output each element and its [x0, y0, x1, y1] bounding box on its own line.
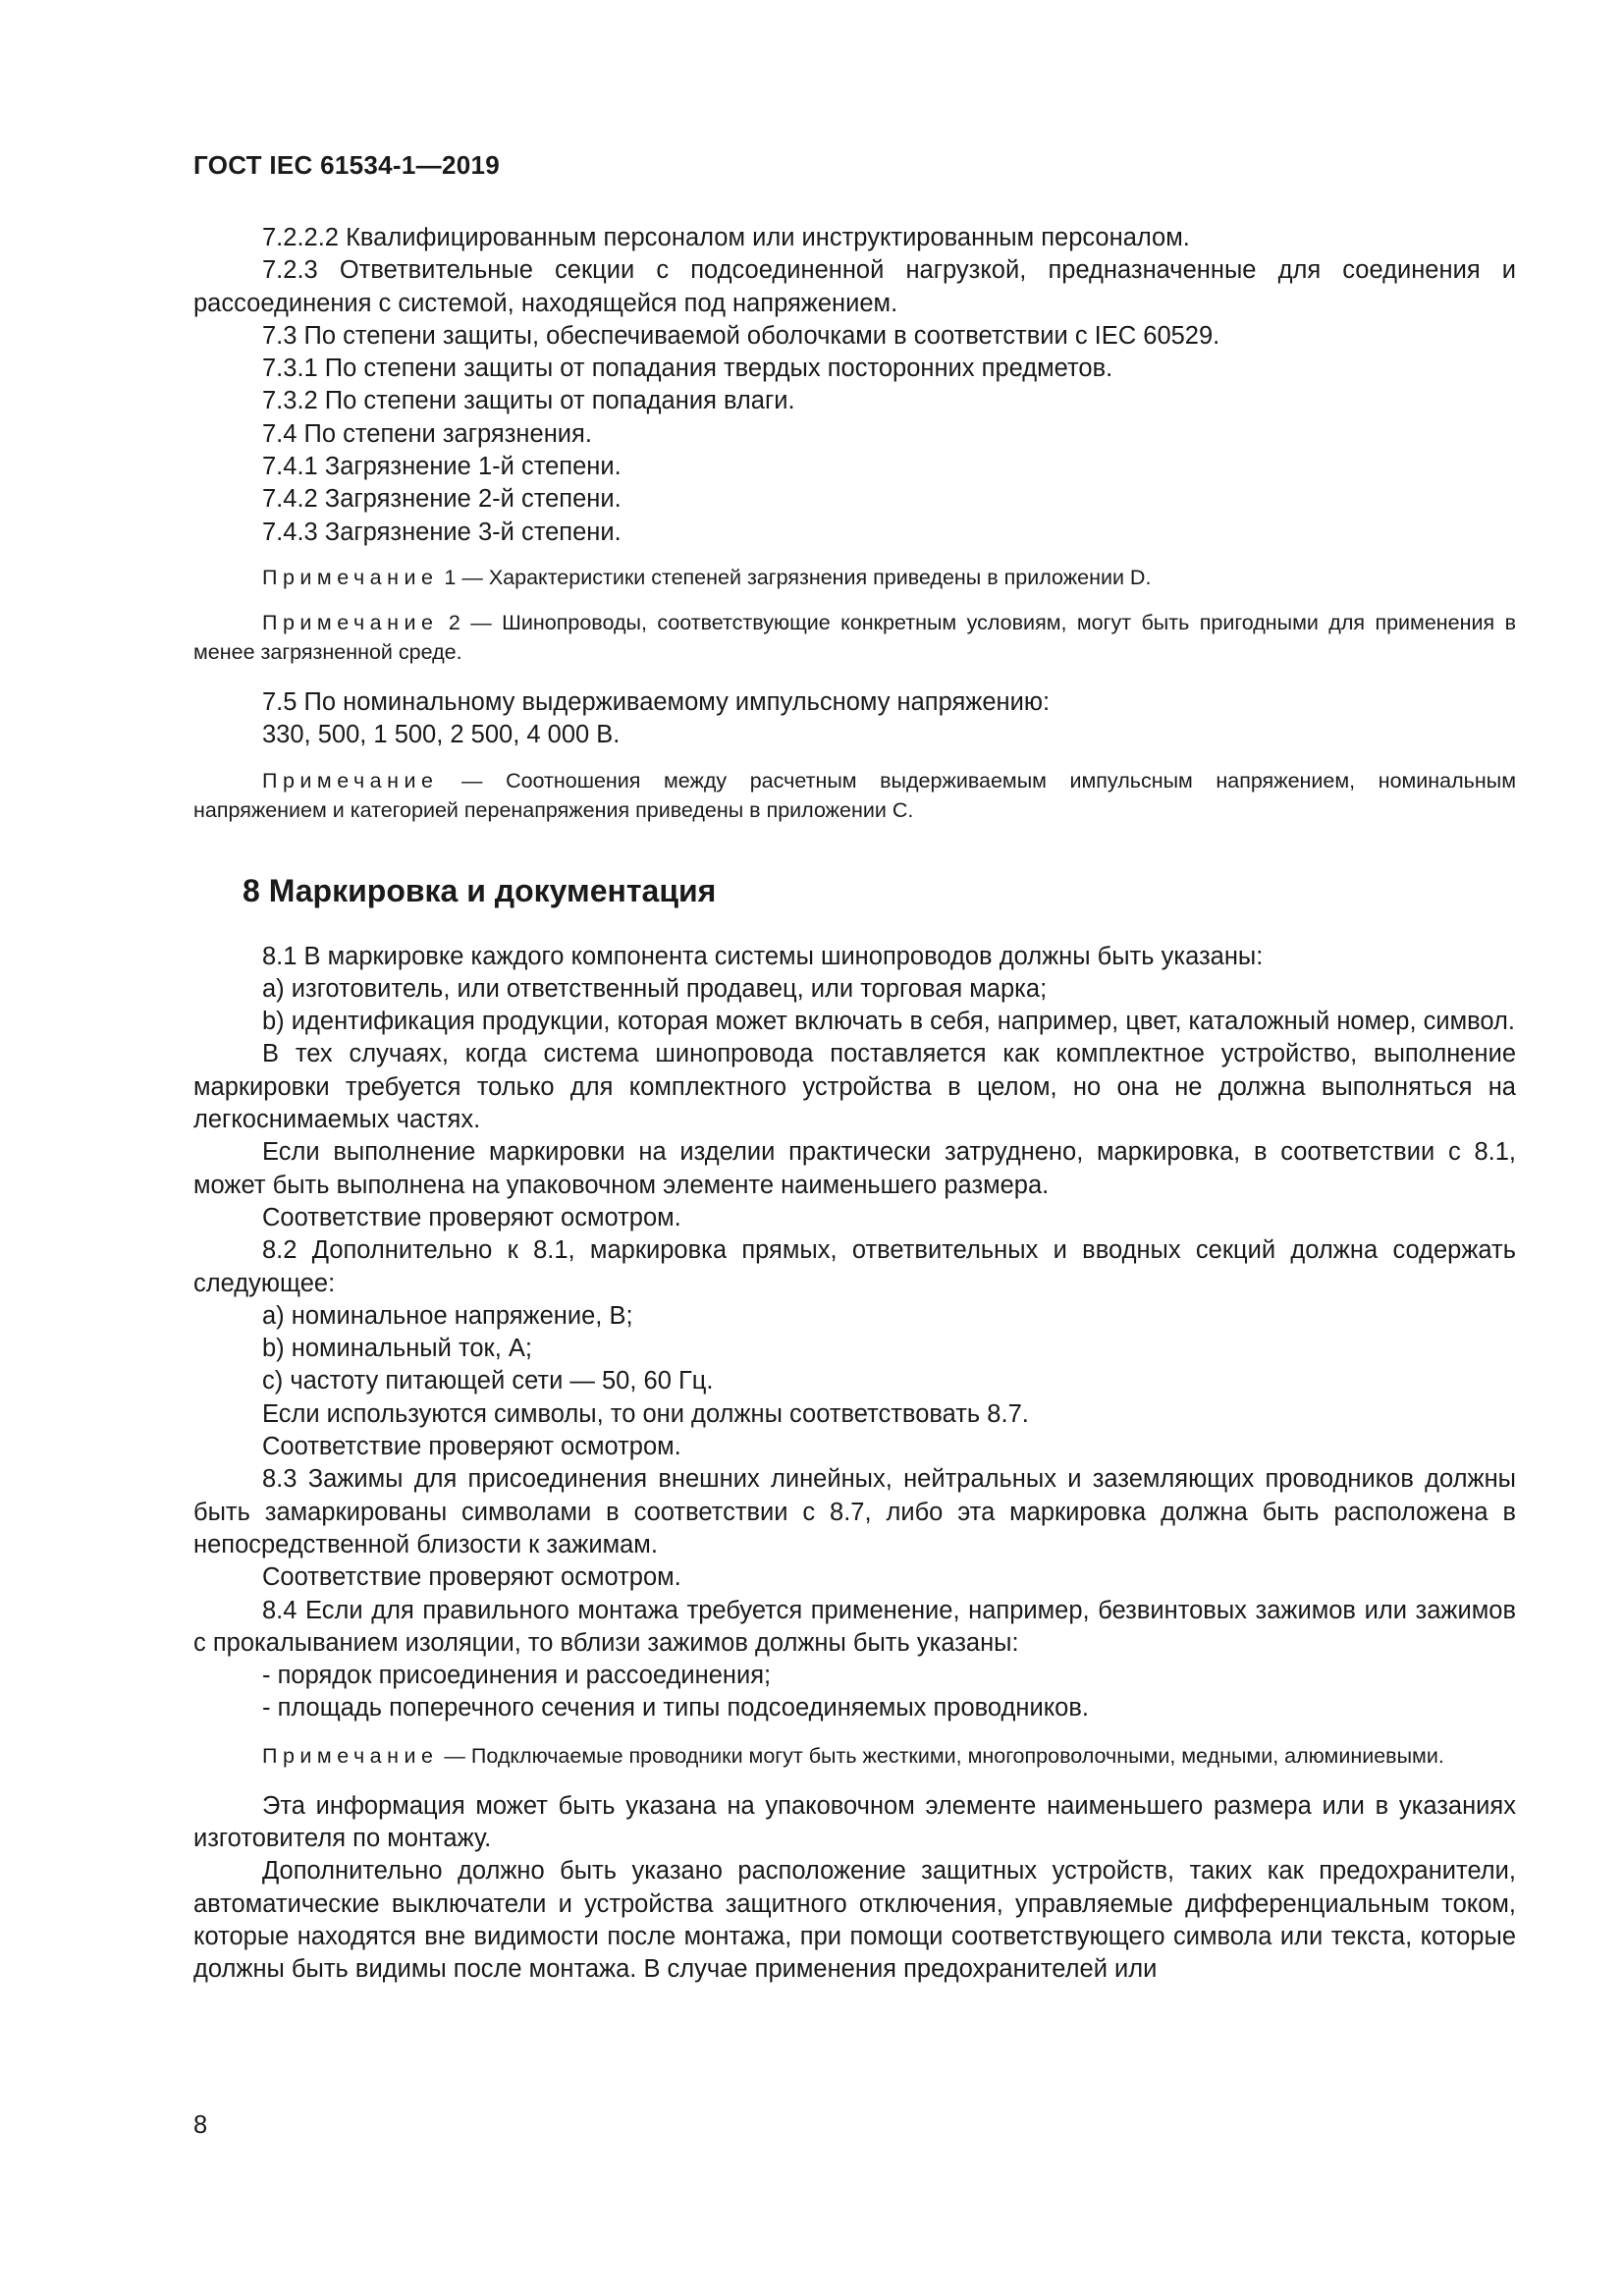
paragraph-7-5: 7.5 По номинальному выдерживаемому импульсному напряжению: [262, 687, 1051, 716]
paragraph: Если выполнение маркировки на изделии практически затруднено, маркировка, в соответствии с 8.1, может быть выполнена на упаковочном элементе наименьшего размера. [193, 1138, 1516, 1199]
document-code: ГОСТ IEC 61534-1—2019 [193, 150, 500, 180]
paragraph-8-2: 8.2 Дополнительно к 8.1, маркировка прямых, ответвительных и вводных секций должна содержать следующее: [193, 1236, 1516, 1297]
list-item: - площадь поперечного сечения и типы подсоединяемых проводников. [262, 1694, 1089, 1722]
paragraph: Соответствие проверяют осмотром. [262, 1563, 681, 1592]
document-body [193, 222, 1516, 1986]
note-label: Примечание [262, 610, 439, 634]
paragraph-7-3: 7.3 По степени защиты, обеспечиваемой оболочками в соответствии с IEC 60529. [262, 321, 1220, 350]
paragraph: Эта информация может быть указана на упаковочном элементе наименьшего размера или в указаниях изготовителя по монтажу. [193, 1791, 1516, 1852]
page-number: 8 [193, 2111, 208, 2139]
paragraph-7-2-2-2: 7.2.2.2 Квалифицированным персоналом или инструктированным персоналом. [262, 224, 1190, 251]
note-label: Примечание [262, 768, 439, 793]
paragraph-7-4-2: 7.4.2 Загрязнение 2-й степени. [262, 485, 622, 514]
paragraph-8-3: 8.3 Зажимы для присоединения внешних линейных, нейтральных и заземляющих проводников должны быть замаркированы символами в соответствии с 8.7, либо эта маркировка должна быть расположена в непосредственной близости к зажимам. [193, 1465, 1516, 1558]
note-1 [193, 563, 1516, 592]
list-item: b) номинальный ток, А; [262, 1335, 532, 1363]
paragraph-7-4-1: 7.4.1 Загрязнение 1-й степени. [262, 453, 622, 481]
note-3 [193, 766, 1516, 825]
paragraph: Соответствие проверяют осмотром. [262, 1203, 681, 1231]
list-item: a) изготовитель, или ответственный продавец, или торговая марка; [262, 974, 1048, 1003]
paragraph-7-3-2: 7.3.2 По степени защиты от попадания влаги. [262, 387, 795, 415]
note-2 [193, 608, 1516, 667]
paragraph: В тех случаях, когда система шинопровода поставляется как комплектное устройство, выполнение маркировки требуется только для комплектного устройства в целом, но она не должна выполняться на легкоснимаемых частях. [193, 1040, 1516, 1134]
paragraph-7-3-1: 7.3.1 По степени защиты от попадания твердых посторонних предметов. [262, 355, 1113, 383]
paragraph-7-4: 7.4 По степени загрязнения. [262, 419, 592, 448]
paragraph-7-5-values: 330, 500, 1 500, 2 500, 4 000 В. [262, 721, 621, 749]
note-label: Примечание [262, 1743, 439, 1768]
note-label: Примечание [262, 565, 439, 589]
note-text: 1 — Характеристики степеней загрязнения приведены в приложении D. [438, 565, 1152, 589]
list-item: - порядок присоединения и рассоединения; [262, 1662, 772, 1690]
paragraph: Если используются символы, то они должны соответствовать 8.7. [262, 1399, 1029, 1428]
paragraph-8-4: 8.4 Если для правильного монтажа требуется применение, например, безвинтовых зажимов или зажимов с прокалыванием изоляции, то вблизи зажимов должны быть указаны: [193, 1596, 1516, 1657]
list-item: c) частоту питающей сети — 50, 60 Гц. [262, 1367, 714, 1395]
note-text: — Подключаемые проводники могут быть жесткими, многопроволочными, медными, алюминиевыми. [438, 1743, 1444, 1768]
paragraph: Соответствие проверяют осмотром. [262, 1433, 681, 1461]
note-text: — Соотношения между расчетным выдерживаемым импульсным напряжением, номинальным напряжением и категорией перенапряжения приведены в приложении С. [193, 768, 1516, 822]
paragraph-8-1: 8.1 В маркировке каждого компонента системы шинопроводов должны быть указаны: [262, 942, 1264, 970]
paragraph-7-4-3: 7.4.3 Загрязнение 3-й степени. [262, 518, 622, 546]
paragraph: Дополнительно должно быть указано расположение защитных устройств, таких как предохранители, автоматические выключатели и устройства защитного отключения, управляемые дифференциальным током, которые находятся вне видимости после монтажа, при помощи соответствующего символа или текста, которые должны быть видимы после монтажа. В случае применения предохранителей или [193, 1857, 1516, 1984]
section-heading: 8 Маркировка и документация [243, 872, 717, 908]
note-text: 2 — Шинопроводы, соответствующие конкретным условиям, могут быть пригодными для применения в менее загрязненной среде. [193, 610, 1516, 664]
list-item: a) номинальное напряжение, В; [262, 1301, 633, 1330]
paragraph-7-2-3: 7.2.3 Ответвительные секции с подсоединенной нагрузкой, предназначенные для соединения и рассоединения с системой, находящейся под напряжением. [193, 256, 1516, 317]
note-4 [193, 1741, 1516, 1771]
list-item: b) идентификация продукции, которая может включать в себя, например, цвет, каталожный номер, символ. [262, 1008, 1516, 1036]
